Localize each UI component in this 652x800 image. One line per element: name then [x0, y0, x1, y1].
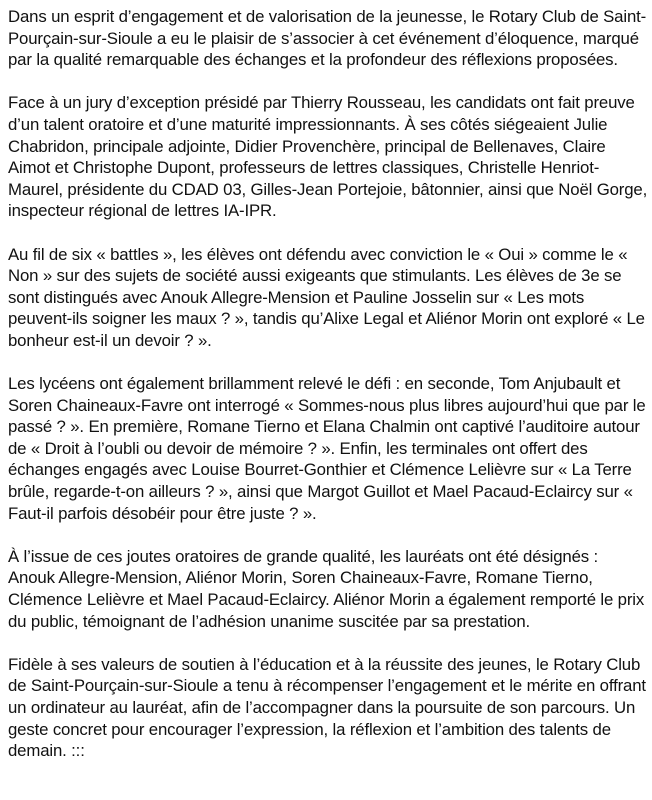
- paragraph-jury: Face à un jury d’exception présidé par Thierry Rousseau, les candidats ont fait preuve d’un talent oratoire et d’une maturité impressionnants. À ses côtés siégeaient Julie Chabridon, principale adjointe, Didier Provenchère, principal de Bellenaves, Claire Aimot et Christophe Dupont, professeurs de lettres classiques, Christelle Henriot-Maurel, présidente du CDAD 03, Gilles-Jean Portejoie, bâtonnier, ainsi que Noël Gorge, inspecteur régional de lettres IA-IPR.: [8, 93, 648, 221]
- paragraph-laureats: À l’issue de ces joutes oratoires de grande qualité, les lauréats ont été désignés : Anouk Allegre-Mension, Aliénor Morin, Soren Chaineaux-Favre, Romane Tierno, Clémence Lelièvre et Mael Pacaud-Eclaircy. Aliénor Morin a également remporté le prix du public, témoignant de l’adhésion unanime suscitée par sa prestation.: [8, 546, 645, 631]
- paragraph-intro: Dans un esprit d’engagement et de valorisation de la jeunesse, le Rotary Club de Saint-Pourçain-sur-Sioule a eu le plaisir de s’associer à cet événement d’éloquence, marqué par la qualité remarquable des échanges et la profondeur des réflexions proposées.: [8, 7, 647, 70]
- paragraph-lycee: Les lycéens ont également brillamment relevé le défi : en seconde, Tom Anjubault et Soren Chaineaux-Favre ont interrogé « Sommes-nous plus libres aujourd’hui que par le passé ? ». En première, Romane Tierno et Elana Chalmin ont captivé l’auditoire autour de « Droit à l’oubli ou devoir de mémoire ? ». Enfin, les terminales ont offert des échanges engagés avec Louise Bourret-Gonthier et Clémence Lelièvre sur « La Terre brûle, regarde-t-on ailleurs ? », ainsi que Margot Guillot et Mael Pacaud-Eclaircy sur « Faut-il parfois désobéir pour être juste ? ».: [8, 374, 646, 523]
- paragraph-conclusion: Fidèle à ses valeurs de soutien à l’éducation et à la réussite des jeunes, le Rotary Club de Saint-Pourçain-sur-Sioule a tenu à récompenser l’engagement et le mérite en offrant un ordinateur au lauréat, afin de l’accompagner dans la poursuite de son parcours. Un geste concret pour encourager l’expression, la réflexion et l’ambition des talents de demain. :::: [8, 654, 646, 761]
- paragraph-battles: Au fil de six « battles », les élèves ont défendu avec conviction le « Oui » comme le « Non » sur des sujets de société aussi exigeants que stimulants. Les élèves de 3e se sont distingués avec Anouk Allegre-Mension et Pauline Josselin sur « Les mots peuvent-ils soigner les maux ? », tandis qu’Alixe Legal et Aliénor Morin ont exploré « Le bonheur est-il un devoir ? ».: [8, 244, 645, 350]
